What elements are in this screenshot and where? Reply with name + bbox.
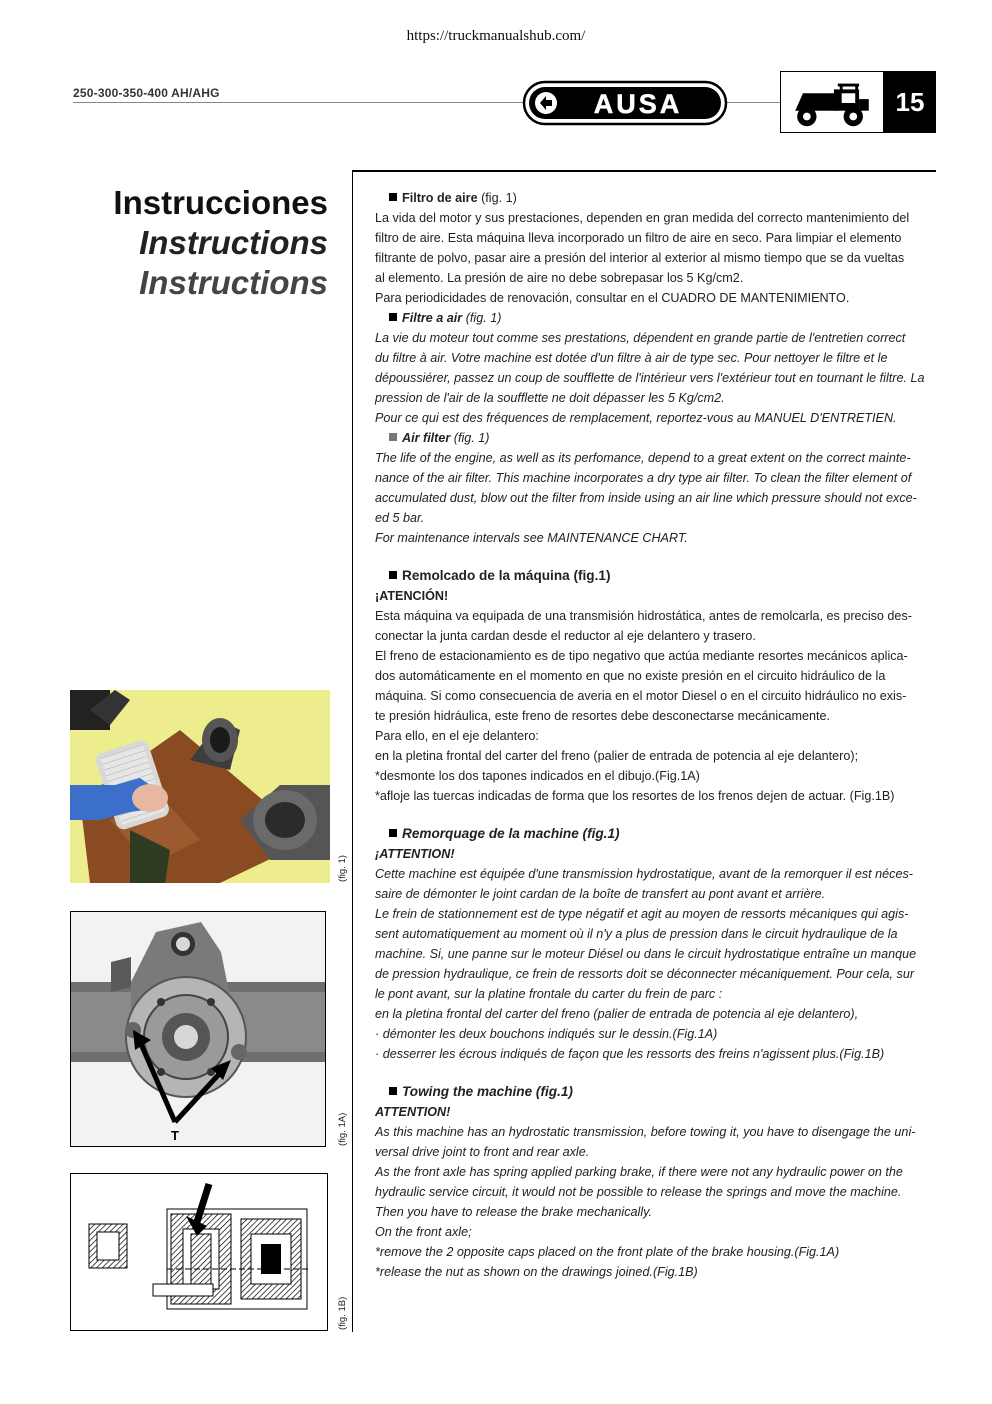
paragraph-line: Para periodicidades de renovación, consultar en el CUADRO DE MANTENIMIENTO. (375, 291, 850, 305)
fig1b-frame (70, 1173, 328, 1331)
page-number: 15 (884, 71, 936, 133)
towing-en-heading: Towing the machine (fig.1) (375, 1082, 937, 1102)
header-rule-right (726, 102, 782, 103)
paragraph-line: le pont avant, sur la platine frontale du carter du frein de parc : (375, 987, 723, 1001)
paragraph-line: El freno de estacionamiento es de tipo negativo que actúa mediante resortes mecánicos aplica- (375, 649, 908, 663)
paragraph-line: As the front axle has spring applied parking brake, if there were not any hydraulic power on the (375, 1165, 903, 1179)
fig1-air-filter-photo (70, 690, 330, 883)
source-url: https://truckmanualshub.com/ (406, 28, 586, 44)
attention-label: ATTENTION! (375, 1105, 451, 1119)
paragraph-line: sent automatiquement au moment où il n'y a plus de pression dans le circuit hydraulique de la (375, 927, 898, 941)
paragraph-line: filtro de aire. Esta máquina lleva incorporado un filtro de aire en seco. Para limpiar el elemento (375, 231, 902, 245)
paragraph-line: *afloje las tuercas indicadas de forma que los resortes de los frenos dejen de actuar. (Fig.1B) (375, 789, 895, 803)
paragraph-line: · démonter les deux bouchons indiqués sur le dessin.(Fig.1A) (375, 1027, 718, 1041)
fig1b-label: (fig. 1B) (337, 1296, 348, 1330)
model-code: 250-300-350-400 AH/AHG (73, 86, 220, 100)
paragraph-line: machine. Si, une panne sur le moteur Diésel ou dans le circuit hydrostatique entraîne un manque (375, 947, 917, 961)
paragraph-line: The life of the engine, as well as its perfomance, depend to a great extent on the correct mainte- (375, 451, 911, 465)
attention-label: ¡ATENCIÓN! (375, 589, 449, 603)
paragraph-line: en la pletina frontal del carter del freno (palier de entrada de potencia al eje delantero), (375, 1007, 859, 1021)
title-english: Instructions (139, 264, 328, 301)
paragraph-line: Para ello, en el eje delantero: (375, 729, 539, 743)
fig1-label: (fig. 1) (337, 855, 348, 882)
paragraph-line: ed 5 bar. (375, 511, 425, 525)
paragraph-line: As this machine has an hydrostatic transmission, before towing it, you have to disengage the uni- (375, 1125, 916, 1139)
paragraph-line: hydraulic service circuit, it would not be possible to release the springs and move the machine. (375, 1185, 902, 1199)
column-divider (352, 170, 353, 1332)
brand-text: AUSA (593, 89, 683, 119)
paragraph-line: For maintenance intervals see MAINTENANCE CHART. (375, 531, 688, 545)
air-filter-en-heading: Air filter (fig. 1) (375, 428, 937, 448)
paragraph-line: de pression hydraulique, ce frein de ressorts doit se déconnecter mécaniquement. Pour cela, sur (375, 967, 915, 981)
paragraph-line: Esta máquina va equipada de una transmisión hidrostática, antes de remolcarla, es preciso des- (375, 609, 912, 623)
square-bullet-icon (389, 433, 397, 441)
square-bullet-icon (389, 829, 397, 837)
fig1a-brake-housing-photo (71, 912, 326, 1147)
header-rule (73, 102, 524, 103)
fig1a-marker-t: T (171, 1128, 179, 1143)
paragraph-line: Cette machine est équipée d'une transmission hydrostatique, avant de la remorquer il est néces- (375, 867, 913, 881)
instructions-text (375, 188, 937, 1282)
attention-label: ¡ATTENTION! (375, 847, 455, 861)
fig1a-label: (fig. 1A) (337, 1112, 348, 1146)
paragraph-line: dos automáticamente en el momento en que no existe presión en el circuito hidráulico de la (375, 669, 886, 683)
paragraph-line: al elemento. La presión de aire no debe sobrepasar los 5 Kg/cm2. (375, 271, 744, 285)
paragraph-line: saire de démonter le joint cardan de la boîte de transfert au pont avant et arrière. (375, 887, 826, 901)
paragraph-line: Pour ce qui est des fréquences de remplacement, reportez-vous au MANUEL D'ENTRETIEN. (375, 411, 897, 425)
paragraph-line: dépoussiérer, passez un coup de soufflette de l'intérieur vers l'extérieur tout en tournant le filtre. La (375, 371, 925, 385)
paragraph-line: filtrante de polvo, pasar aire a presión del interior al exterior al mismo tiempo que se da vueltas (375, 251, 905, 265)
paragraph-line: versal drive joint to front and rear axle. (375, 1145, 590, 1159)
square-bullet-icon (389, 193, 397, 201)
paragraph-line: Le frein de stationnement est de type négatif et agit au moyen de ressorts mécaniques qui agis- (375, 907, 909, 921)
title-french: Instructions (139, 224, 328, 261)
paragraph-line: *release the nut as shown on the drawings joined.(Fig.1B) (375, 1265, 698, 1279)
paragraph-line: *desmonte los dos tapones indicados en el dibujo.(Fig.1A) (375, 769, 700, 783)
square-bullet-icon (389, 571, 397, 579)
paragraph-line: On the front axle; (375, 1225, 472, 1239)
paragraph-line: te presión hidráulica, este freno de resortes debe desconectarse mecánicamente. (375, 709, 831, 723)
paragraph-line: La vie du moteur tout comme ses prestations, dépendent en grande partie de l'entretien correct (375, 331, 906, 345)
square-bullet-icon (389, 1087, 397, 1095)
ausa-logo (522, 79, 728, 127)
paragraph-line: máquina. Si como consecuencia de averia en el motor Diesel o en el circuito hidráulico no exis- (375, 689, 907, 703)
paragraph-line: La vida del motor y sus prestaciones, dependen en gran medida del correcto mantenimiento del (375, 211, 910, 225)
paragraph-line: accumulated dust, blow out the filter from inside using an air line which pressure should not exce- (375, 491, 917, 505)
paragraph-line: · desserrer les écrous indiqués de façon que les ressorts des freins n'agissent plus.(Fig.1B) (375, 1047, 885, 1061)
air-filter-fr-heading: Filtre a air (fig. 1) (375, 308, 937, 328)
paragraph-line: pression de l'air de la soufflette ne doit dépasser les 5 Kg/cm2. (375, 391, 725, 405)
paragraph-line: en la pletina frontal del carter del freno (palier de entrada de potencia al eje delantero); (375, 749, 859, 763)
paragraph-line: *remove the 2 opposite caps placed on the front plate of the brake housing.(Fig.1A) (375, 1245, 840, 1259)
square-bullet-icon (389, 313, 397, 321)
towing-es-heading: Remolcado de la máquina (fig.1) (375, 566, 937, 586)
paragraph-line: conectar la junta cardan desde el reductor al eje delantero y trasero. (375, 629, 756, 643)
fig1b-section-drawing (71, 1174, 328, 1331)
paragraph-line: du filtre à air. Votre machine est dotée d'un filtre à air de type sec. Pour nettoyer le filtre et le (375, 351, 888, 365)
fig1a-frame (70, 911, 326, 1147)
paragraph-line: nance of the air filter. This machine incorporates a dry type air filter. To clean the filter element of (375, 471, 912, 485)
dumper-truck-icon (780, 71, 884, 133)
towing-fr-heading: Remorquage de la machine (fig.1) (375, 824, 937, 844)
paragraph-line: Then you have to release the brake mechanically. (375, 1205, 652, 1219)
title-spanish: Instrucciones (113, 184, 328, 221)
section-top-rule (352, 170, 936, 172)
air-filter-es-heading: Filtro de aire (fig. 1) (375, 188, 937, 208)
